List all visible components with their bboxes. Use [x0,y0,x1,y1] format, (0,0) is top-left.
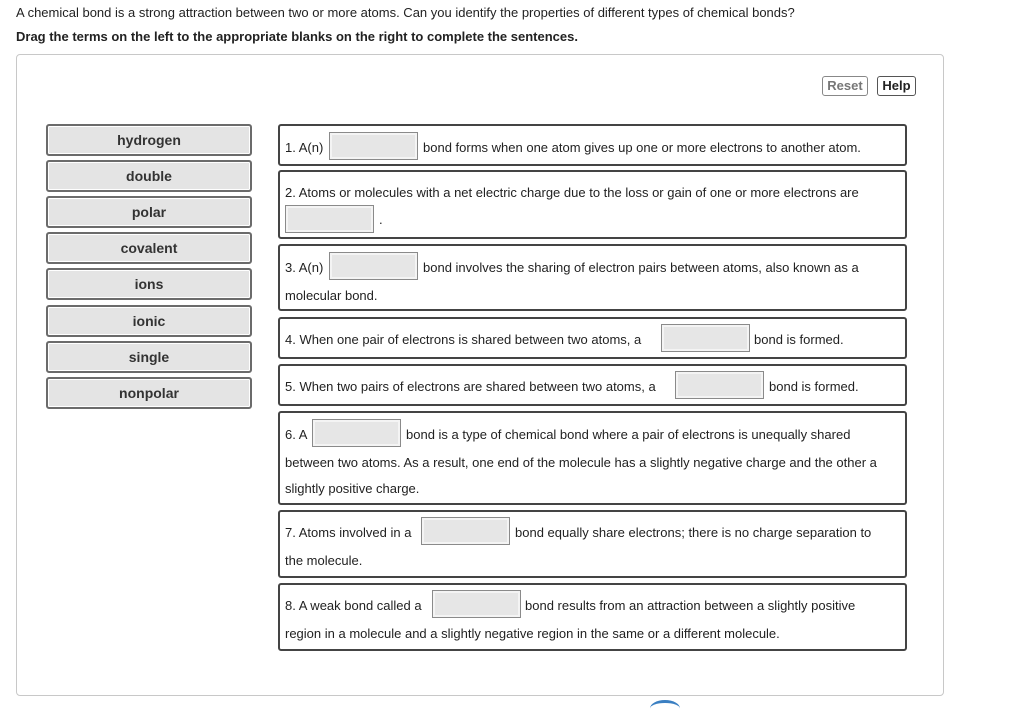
sentence-4-blank[interactable] [661,324,750,352]
sentence-3-blank[interactable] [329,252,418,280]
term-single[interactable]: single [46,341,252,373]
sentence-3 [278,244,907,311]
sentence-3-text-c: molecular bond. [285,288,378,303]
sentence-6-text-c: between two atoms. As a result, one end of the molecule has a slightly negative charge and the other a [285,455,877,470]
sentence-2 [278,170,907,239]
sentence-3-text-b: bond involves the sharing of electron pairs between atoms, also known as a [423,260,859,275]
sentence-1 [278,124,907,166]
sentence-1-blank[interactable] [329,132,418,160]
sentence-5 [278,364,907,406]
sentence-8-text-c: region in a molecule and a slightly negative region in the same or a different molecule. [285,626,780,641]
term-double[interactable]: double [46,160,252,192]
sentence-8-text-b: bond results from an attraction between a slightly positive [525,598,856,613]
term-hydrogen[interactable]: hydrogen [46,124,252,156]
reset-button[interactable]: Reset [822,76,868,96]
sentence-7-text-c: the molecule. [285,553,363,568]
term-ionic[interactable]: ionic [46,305,252,337]
sentence-4-text-b: bond is formed. [754,332,844,347]
sentence-2-text-b: . [379,212,383,227]
sentence-1-text-b: bond forms when one atom gives up one or more electrons to another atom. [423,140,861,155]
sentence-1-text-a: 1. A(n) [285,140,324,155]
sentence-2-blank[interactable] [285,205,374,233]
sentence-7-text-b: bond equally share electrons; there is no charge separation to [515,525,872,540]
sentence-5-text-a: 5. When two pairs of electrons are shared between two atoms, a [285,379,656,394]
term-polar[interactable]: polar [46,196,252,228]
sentence-5-blank[interactable] [675,371,764,399]
help-button[interactable]: Help [877,76,916,96]
term-nonpolar[interactable]: nonpolar [46,377,252,409]
sentence-6-text-b: bond is a type of chemical bond where a pair of electrons is unequally shared [406,427,851,442]
sentence-5-text-b: bond is formed. [769,379,859,394]
sentence-6 [278,411,907,505]
sentence-7 [278,510,907,578]
sentence-6-text-d: slightly positive charge. [285,481,420,496]
sentence-2-text-a: 2. Atoms or molecules with a net electric charge due to the loss or gain of one or more electrons are [285,185,859,200]
sentence-4 [278,317,907,359]
sentence-4-text-a: 4. When one pair of electrons is shared between two atoms, a [285,332,642,347]
intro-text: A chemical bond is a strong attraction between two or more atoms. Can you identify the properties of different types of chemical bonds? [16,5,795,20]
instructions-text: Drag the terms on the left to the appropriate blanks on the right to complete the sentences. [16,29,578,44]
sentence-7-text-a: 7. Atoms involved in a [285,525,412,540]
scroll-indicator [650,700,680,717]
term-ions[interactable]: ions [46,268,252,300]
sentence-6-text-a: 6. A [285,427,308,442]
sentence-8 [278,583,907,651]
sentence-6-blank[interactable] [312,419,401,447]
term-covalent[interactable]: covalent [46,232,252,264]
sentence-8-text-a: 8. A weak bond called a [285,598,422,613]
sentence-3-text-a: 3. A(n) [285,260,324,275]
sentence-8-blank[interactable] [432,590,521,618]
sentence-7-blank[interactable] [421,517,510,545]
